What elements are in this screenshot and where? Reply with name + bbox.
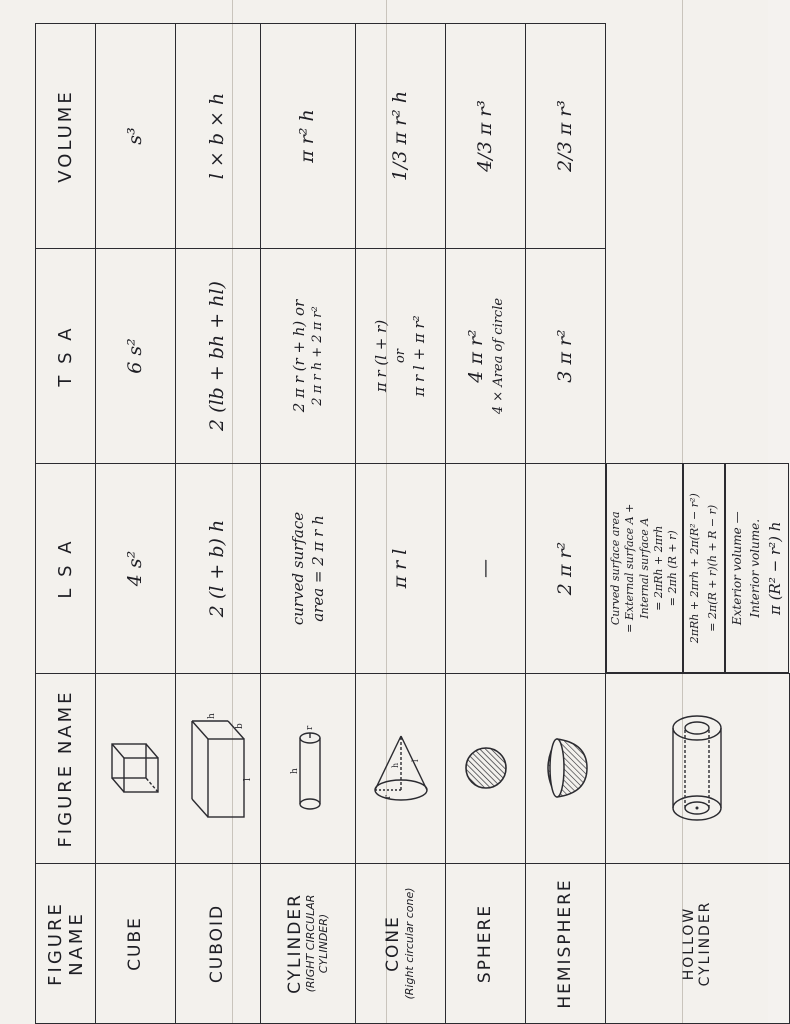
tsa-cell [176,249,261,464]
formula-table-rotated [35,24,784,1024]
volume-formula: 1/3 π r² h [388,90,411,182]
table-row [446,24,526,1024]
cone-figure [356,674,446,864]
table-row [356,24,446,1024]
cylinder-h-label: h [290,768,300,775]
lsa-cell [176,464,261,674]
cuboid-figure [176,674,261,864]
figure-name: SPHERE [446,864,526,1024]
cone-l-label: l [410,759,420,763]
tsa-cell [683,464,724,674]
tsa-formula: π r (l + r) [372,319,391,393]
cube-figure [96,674,176,864]
cylinder-figure [261,674,356,864]
tsa-cell [261,249,356,464]
sphere-icon [461,744,511,794]
tsa-cell [356,249,446,464]
lsa-formula: Curved surface area [609,511,622,626]
table-row [606,24,790,1024]
hollow-cylinder-icon [669,709,725,829]
cone-h-label: h [390,763,400,769]
tsa-formula: 4 × Area of circle [490,297,506,415]
volume-cell [356,24,446,249]
hollow-cylinder-figure [606,674,790,864]
formula-table [35,23,790,1024]
lsa-cell [96,464,176,674]
volume-formula: l × b × h [206,92,229,180]
lsa-formula: — [473,559,496,578]
volume-formula: 2/3 π r³ [553,100,576,172]
header-volume: VOLUME [36,24,96,249]
lsa-cell [356,464,446,674]
header-tsa: T S A [36,249,96,464]
sphere-figure [446,674,526,864]
table-row [96,24,176,1024]
tsa-formula: 2 (lb + bh + hl) [206,281,229,431]
table-row [526,24,606,1024]
lsa-formula: = 2πh (R + r) [666,530,680,607]
figure-subname: (RIGHT CIRCULAR CYLINDER) [304,894,330,993]
figure-subname: (Right circular cone) [402,887,416,1000]
tsa-formula: or [392,348,408,364]
volume-formula: 4/3 π r³ [473,100,496,172]
lsa-formula: 2 π r² [553,541,576,596]
lsa-formula: area = 2 π r h [309,515,327,622]
lsa-formula: Internal surface A [637,517,651,619]
hemisphere-figure [526,674,606,864]
cuboid-icon [186,713,253,824]
lsa-cell [261,464,356,674]
volume-cell [96,24,176,249]
header-figure-name: FIGURE NAME [36,864,96,1024]
cone-r-label: r [382,795,392,800]
tsa-formula: 2 π r h + 2 π r² [310,306,326,406]
volume-formula: Exterior volume — [729,511,744,626]
lsa-formula: = 2πRh + 2πrh [651,525,665,611]
table-row [176,24,261,1024]
lsa-cell [606,464,683,674]
cube-icon [106,739,166,799]
tsa-formula: = 2π(R + r)(h + R − r) [706,504,720,632]
figure-name: HOLLOW CYLINDER [606,864,790,1024]
hemisphere-icon [541,734,591,804]
header-row [36,24,96,1024]
tsa-cell [446,249,526,464]
lsa-formula: π r l [388,548,411,589]
lsa-formula: 4 s² [123,550,146,587]
cuboid-l-label: l [243,778,253,782]
volume-cell [176,24,261,249]
figure-name [356,864,446,1024]
figure-name-label: CONE [383,915,404,972]
cylinder-r-label: r [305,726,315,731]
volume-cell [261,24,356,249]
cuboid-b-label: b [235,723,245,730]
lsa-formula: 2 (l + b) h [206,519,229,618]
cone-icon [368,729,434,809]
header-figure: FIGURE NAME [36,674,96,864]
figure-name-label: CYLINDER [284,893,305,994]
table-row [261,24,356,1024]
volume-formula: π (R² − r²) h [765,521,784,615]
tsa-cell [526,249,606,464]
volume-cell [446,24,526,249]
header-lsa: L S A [36,464,96,674]
cuboid-h-label: h [207,713,217,720]
figure-name: HEMISPHERE [526,864,606,1024]
cylinder-icon [288,719,328,819]
tsa-formula: 2πRh + 2πrh + 2π(R² − r²) [688,493,702,644]
volume-formula: π r² h [296,109,319,163]
volume-formula: s³ [123,127,146,145]
lsa-formula: curved surface [288,511,307,626]
figure-name [261,864,356,1024]
tsa-formula: 3 π r² [553,329,576,383]
figure-name: CUBOID [176,864,261,1024]
tsa-cell [96,249,176,464]
volume-formula: Interior volume. [747,518,762,618]
tsa-formula: 2 π r (r + h) or [290,299,309,413]
tsa-formula: 6 s² [123,338,146,374]
volume-cell [526,24,606,249]
lsa-formula: = External surface A + [623,503,637,633]
volume-cell [725,464,790,674]
figure-name: CUBE [96,864,176,1024]
lsa-cell [526,464,606,674]
lsa-cell [446,464,526,674]
tsa-formula: π r l + π r² [410,315,429,397]
tsa-formula: 4 π r² [464,329,487,383]
